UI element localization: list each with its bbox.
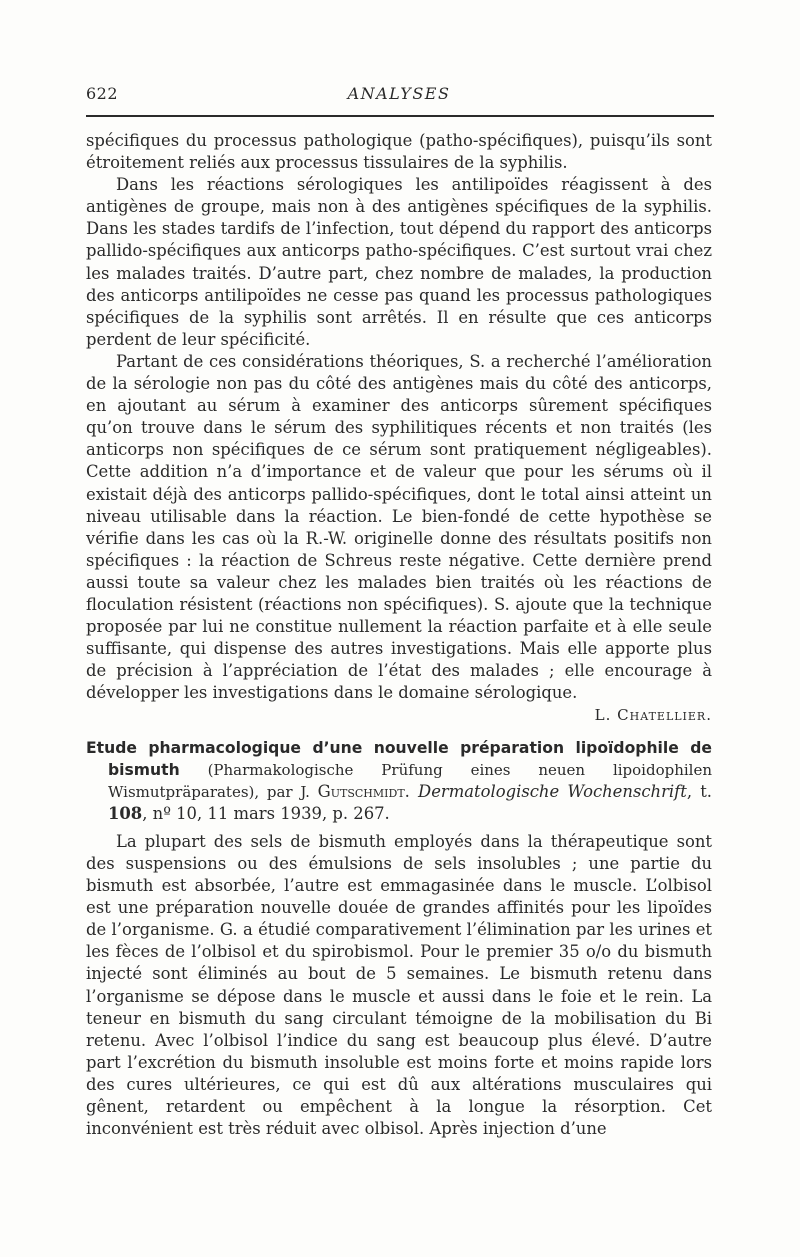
paragraph-schreus-method: Partant de ces considérations théoriques, S. a recherché l’amélioration de la sérologie non pas du côté des antigènes mais du côté des anticorps, en ajoutant au sérum à examiner des anticorps sûrement spécifiques qu’on trouve dans le sérum des syphilitiques récents et non traités (les anticorps non spécifiques de ce sérum sont pratiquement négligeables). Cette addition n’a d’importance et de valeur que pour les sérums où il existait déjà des anticorps pallido-spécifiques, dont le total ainsi atteint un niveau utilisable dans la réaction. Le bien-fondé de cette hypothèse se vérifie dans les cas où la R.-W. originelle donne des résultats positifs non spécifiques : la réaction de Schreus reste négative. Cette dernière prend aussi toute sa valeur chez les malades bien traités où les réactions de floculation résistent (réactions non spécifiques). S. ajoute que la technique proposée par lui ne constitue nullement la réaction parfaite et à elle seule suffisante, qui dispense des autres investigations. Mais elle apporte plus de précision à l’appréciation de l’état des malades ; elle encourage à développer les investigations dans le domaine sérologique. — [86, 351, 712, 703]
paragraph-serology: Dans les réactions sérologiques les antilipoïdes réagissent à des antigènes de groupe, mais non à des antigènes spécifiques de la syphilis. Dans les stades tardifs de l’infection, tout dépend du rapport des anticorps pallido-spécifiques aux anticorps patho-spécifiques. C’est surtout vrai chez les malades traités. D’autre part, chez nombre de malades, la production des anticorps antilipoïdes ne cesse pas quand les processus pathologiques spécifiques de la syphilis sont arrêtés. Il en résulte que ces anticorps perdent de leur spécificité. — [86, 175, 712, 349]
body-text — [86, 130, 712, 1140]
signature-initial: L. — [594, 706, 618, 725]
page-header — [86, 84, 712, 108]
article-citation-rest: , nº 10, 11 mars 1939, p. 267. — [142, 803, 390, 823]
running-title: ANALYSES — [347, 84, 451, 103]
article-after-author: . — [404, 781, 419, 801]
article-subtitle: (Pharmakologische Prüfung eines neuen lipoidophilen Wismutpräparates), par J. — [108, 760, 712, 801]
article-vol-prefix: , t. — [686, 781, 712, 801]
page-number: 622 — [86, 84, 119, 103]
header-rule — [86, 115, 714, 117]
article-journal: Dermatologische Wochenschrift — [418, 781, 687, 801]
article-author: Gutschmidt — [317, 781, 405, 801]
paragraph-continuation: spécifiques du processus pathologique (patho-spécifiques), puisqu’ils sont étroitement reliés aux processus tissulaires de la syphilis. — [86, 131, 712, 173]
signature-name: Chatellier. — [617, 706, 712, 725]
article-body: La plupart des sels de bismuth employés dans la thérapeutique sont des suspensions ou des émulsions de sels insolubles ; une partie du bismuth est absorbée, l’autre est emmagasinée dans le muscle. L’olbisol est une préparation nouvelle douée de grandes affinités pour les lipoïdes de l’organisme. G. a étudié comparativement l’élimination par les urines et les fèces de l’olbisol et du spirobismol. Pour le premier 35 o/o du bismuth injecté sont éliminés au bout de 5 semaines. Le bismuth retenu dans l’organisme se dépose dans le muscle et aussi dans le foie et le rein. La teneur en bismuth du sang circulant témoigne de la mobilisation du Bi retenu. Avec l’olbisol l’indice du sang est beaucoup plus élevé. D’autre part l’excrétion du bismuth insoluble est moins forte et moins rapide lors des cures ultérieures, ce qui est dû aux altérations musculaires qui gênent, retardent ou empêchent à la longue la résorption. Cet inconvénient est très réduit avec olbisol. Après injection d’une — [86, 831, 712, 1139]
article-volume: 108 — [108, 803, 143, 823]
article-heading — [86, 737, 712, 825]
review-signature — [86, 704, 712, 726]
article-title: Etude pharmacologique d’une nouvelle préparation lipoïdophile de bismuth — [86, 738, 712, 779]
